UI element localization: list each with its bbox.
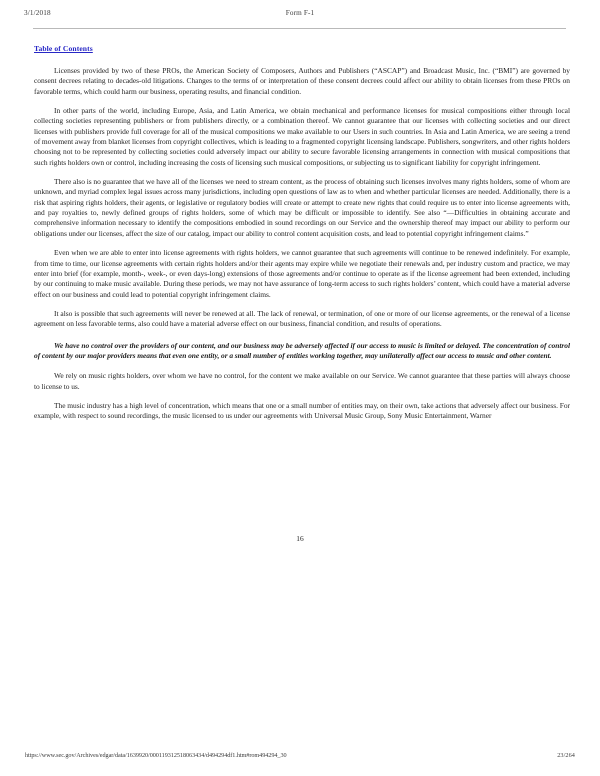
print-footer-url: https://www.sec.gov/Archives/edgar/data/1639920/000119312518063434/d494294df1.htm#rom494294_30 xyxy=(25,752,287,759)
paragraph-renewal-uncertainty: Even when we are able to enter into license agreements with rights holders, we cannot guarantee that such agreements will continue to be renewed indefinitely. For example, from time to time, our license agreements with certain rights holders and/or their agents may expire while we negotiate their renewals and, per industry custom and practice, we may enter into brief (for example, month-, week-, or even days-long) extensions of those agreements and/or continue to operate as if the license agreement had been extended, including by our continuing to make music available. During these periods, we may not have assurance of long-term access to such rights holders’ content, which could have a material adverse effect on our business and could lead to potential copyright infringement claims. xyxy=(34,248,570,299)
print-header-date: 3/1/2018 xyxy=(24,9,51,17)
paragraph-pro-consent-decrees: Licenses provided by two of these PROs, the American Society of Composers, Authors and Publishers (“ASCAP”) and Broadcast Music, Inc. (“BMI”) are governed by consent decrees relating to decades-old litigations. Changes to the terms of or interpretation of these consent decrees could affect our ability to obtain licenses from these PROs on favorable terms, which could harm our business, operating results, and financial condition. xyxy=(34,66,570,96)
page-number: 16 xyxy=(296,534,304,543)
paragraph-no-guarantee-licenses: There also is no guarantee that we have all of the licenses we need to stream content, as the process of obtaining such licenses involves many rights holders, some of whom are unknown, and myriad complex legal issues across many jurisdictions, including open questions of law as to when and whether particular licenses are needed. Additionally, there is a risk that aspiring rights holders, their agents, or legislative or regulatory bodies will create or attempt to create new rights that could require us to enter into license agreements with, and pay royalties to, newly defined groups of rights holders, some of which may be difficult or impossible to identify. See also “—Difficulties in obtaining accurate and comprehensive information necessary to identify the compositions embodied in sound recordings on our Service and the ownership thereof may impact our ability to perform our obligations under our licenses, affect the size of our catalog, impact our ability to control content acquisition costs, and lead to potential copyright infringement claims.” xyxy=(34,177,570,238)
paragraph-industry-concentration: The music industry has a high level of concentration, which means that one or a small number of entities may, on their own, take actions that adversely affect our business. For example, with respect to sound recordings, the music licensed to us under our agreements with Universal Music Group, Sony Music Entertainment, Warner xyxy=(34,400,570,421)
risk-factor-heading: We have no control over the providers of our content, and our business may be adversely affected if our access to music is limited or delayed. The concentration of control of content by our major providers means that even one entity, or a small number of entities working together, may unilaterally affect our access to music and other content. xyxy=(34,340,570,360)
print-header xyxy=(0,9,600,23)
print-footer-page-count: 23/264 xyxy=(557,752,575,759)
print-footer xyxy=(0,752,600,764)
table-of-contents-link[interactable]: Table of Contents xyxy=(34,44,93,53)
paragraph-rely-on-rights-holders: We rely on music rights holders, over whom we have no control, for the content we make available on our Service. We cannot guarantee that these parties will always choose to license to us. xyxy=(34,371,570,391)
print-header-document-title: Form F-1 xyxy=(285,9,315,17)
paragraph-international-licensing: In other parts of the world, including Europe, Asia, and Latin America, we obtain mechanical and performance licenses for musical compositions either through local collecting societies representing publishers or from publishers directly, or a combination thereof. We cannot guarantee that our licenses with collecting societies and our direct licenses with publishers provide full coverage for all of the musical compositions we make available to our Users in such countries. In Asia and Latin America, we are seeing a trend of movement away from blanket licenses from copyright collectives, which is leading to a fragmented copyright licensing landscape. Publishers, songwriters, and other rights holders choosing not to be represented by collecting societies could adversely impact our ability to secure favorable licensing arrangements in connection with musical compositions that such rights holders own or control, including increasing the costs of licensing such musical compositions, or subjecting us to significant liability for copyright infringement. xyxy=(34,106,570,167)
header-divider-rule xyxy=(33,28,566,29)
document-body xyxy=(34,66,570,431)
paragraph-never-renewed: It also is possible that such agreements will never be renewed at all. The lack of renewal, or termination, of one or more of our license agreements, or the renewal of a license agreement on less favorable terms, also could have a material adverse effect on our business, financial condition, and results of operations. xyxy=(34,308,570,329)
